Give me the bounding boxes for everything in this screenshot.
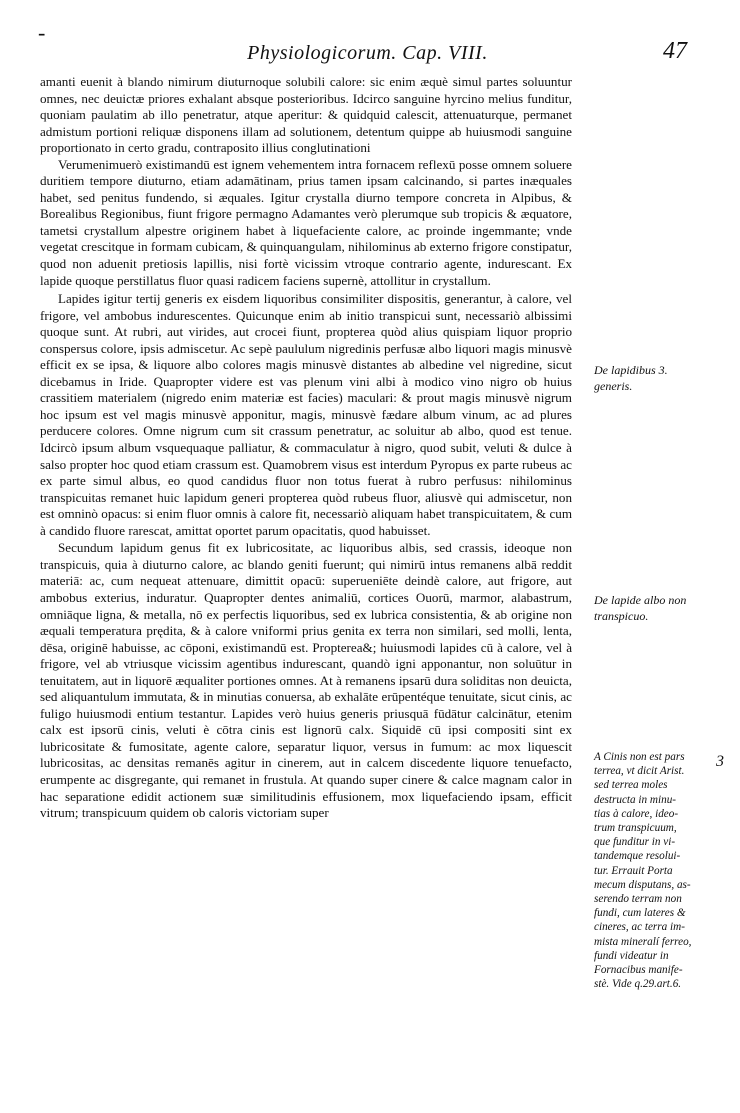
margin-note-line: destructa in minu- xyxy=(594,793,677,806)
margin-number: 3 xyxy=(716,753,724,770)
margin-note-line: serendo terram non xyxy=(594,893,682,906)
margin-note-line: A Cinis non est pars xyxy=(594,751,685,763)
paragraph-1: amanti euenit à blando nimirum diuturnoque solubili calore: sic enim æquè simul partes soluuntur omnes, nec deuictæ priores exhalant absque posterioribus. Idcirco sanguine hyrcino melius funditur, quoniam paulatim ab illo penetratur, atque aperitur: & quidquid calescit, attenuaturque, permanet admistum portioni reliquæ disponens illam ad solutionem, detentum quippe ab huiusmodi sanguine proportionato in certo gradu, contraposito illius conglutinationi xyxy=(40,74,572,156)
page-number: 47 xyxy=(663,38,687,64)
margin-note-line: fundi videatur in xyxy=(594,949,669,962)
margin-note-lapide-albo: De lapide albo non transpicuo. xyxy=(594,593,687,623)
paragraph-2: Verumenimuerò existimandū est ignem vehementem intra fornacem reflexū posse omnem soluere duritiem tempore diuturno, etiam adamātinam, prius tamen ipsam calcinando, si partes inæquales habet, sed penitus fundendo, si æquales. Igitur crystalla diurno tempore concreta in Alpibus, & Borealibus Regionibus, fiunt frigore permagno Adamantes verò plerumque sub tropicis & æquatore, tametsi crystallum alpestre originem habet à liquefaciente calore, ac proinde ingemmante; vnde vegetat crescitque in formam cubicam, & quinquangulam, nihilominus ab externo frigore constipatur, quod non aduenit pretiosis lapillis, nisi fortè vicissim vtroque contrario agente, indurescant. Ex lapide quoque perstillatus fluor quasi radicem faciens supernè, attollitur in crystallum. xyxy=(40,156,572,288)
margin-note-line: tur. Errauit Porta xyxy=(594,864,673,877)
margin-note-line: Fornacibus manife- xyxy=(594,964,683,977)
margin-note-line: cineres, ac terra im- xyxy=(594,921,685,934)
main-text-column xyxy=(40,74,572,822)
margin-note-line: terrea, vt dicit Arist. xyxy=(594,765,685,778)
margin-note-line: tandemque resolui- xyxy=(594,850,681,863)
margin-note-line: trum transpicuum, xyxy=(594,822,677,835)
paragraph-4: Secundum lapidum genus fit ex lubricositate, ac liquoribus albis, sed crassis, ideoque non transpicuis, quia à diuturno calore, ac blando geniti fuerunt; qui nimirū intus remanens albā reddit materiā: ac, cum nequeat attenuare, dimittit opacū: superueniēte deindè calore, aut frigore, aut ambobus exterius, induratur. Quapropter dentes animaliū, cortices Ouorū, marmor, alabastrum, omniāque ligna, & metalla, nō ex perfectis liquoribus, sed ex lubrica consistentia, & ab origine non æquali temperatura prędita, & à calore vniformi prius genita ex terra non similari, sed molli, lenta, dēsa, originē habuisse, ac cōponi, existimandū est. Propterea&; huiusmodi lapides cū à calore, vel à frigore, vel ab vtriusque vicissim agentibus indurescant, quandò igni apponantur, non soluūtur in tenuitatem, aut in liquorē æqualiter portiones omnes. At à remanens ipsarū dura soliditas non deuicta, sed aliquantulum immutata, & in minutias conuersa, ab exhalāte erūpentéque tenuitate, sicut cinis, ac fuligo huiusmodi entium testantur. Lapides verò huius generis priusquā fūdātur calcinātur, etenim calx est ipsorū cinis, veluti è cōtra cinis est lignorū calx. Siquidē cū ipsi compositi sint ex lubricositate & fumositate, agente calore, separatur liquor, versus in fumum: ac mox liquescit lubricositas, ac densitas remanēs agitur in cinerem, aut in calcem discedente liquore tenuefacto, erumpente ac disgregante, qui remanet in frustula. At quando super cinere & calce magnam calor in hac separatione edidit actionem suæ similitudinis effusionem, mox liquefaciendo ipsam, efficit vitrum; transpicuum quidem ob caloris victoriam super xyxy=(40,540,572,821)
paragraph-3: Lapides igitur tertij generis ex eisdem liquoribus consimiliter dispositis, generantur, à calore, vel frigore, vel ambobus indurescentes. Quicunque enim ab initio transpicui sunt, necessariò albissimi quoque sunt. At rubri, aut virides, aut crocei fiunt, propterea quòd alius quispiam liquor proprio conspersus colore, ipsis admiscetur. Ac sepè paululum nigredinis perfusæ albo liquori magis minusvè efficit ex se ipsa, & liquore albo colores magis minusvè distantes ab albedine vel nigredine, sicut dicebamus in Iride. Quapropter videre est vas plenum vini albi à modico vino nigro ob huius crassitiem materialem (nigredo enim materiæ est facies) maculari: & prout magis minusvè nigrum hoc ipsum est vel magis minusvè apponitur, magis, minusvè fædare album vinum, ac ad plures perducere colores. Omne nigrum cum sit crassum penetratur, ac soluitur ab albo, quod est tenue. Idcircò ipsum album vsquequaque palliatur, & commaculatur à nigro, quod subit, veluti & dulce à salso propter hoc quod etiam crassum est. Quamobrem visus est interdum Pyropus ex parte rubeus ac ex parte simul albus, eo quod candidus fluor non totus fuerat à rubro perfusus: nihilominus transpicuitas remanet huic lapidum generi propterea quòd rubeus fluor, aliusvè qui admiscetur, non est omninò opacus: si enim fluor omnis à calore fit, necessariò aliquam habet transpicuitatem, & cum à candido fluore rarescat, amittat oportet parum opacitatis, quod habuisset. xyxy=(40,291,572,538)
margin-note-line: fundi, cum lateres & xyxy=(594,907,686,920)
corner-mark: - xyxy=(38,20,46,45)
margin-note-line: mecum disputans, as- xyxy=(594,878,691,891)
margin-note-line: que funditur in vi- xyxy=(594,836,676,849)
margin-note-lapidibus-tertii-generis: De lapidibus 3. generis. xyxy=(594,363,668,393)
margin-note-line: tias à calore, ideo- xyxy=(594,807,679,820)
margin-note-line: mista mineralí ferreo, xyxy=(594,935,692,948)
page-header xyxy=(40,40,695,70)
running-title: Physiologicorum. Cap. VIII. xyxy=(247,42,488,64)
margin-note-line: stè. Vide q.29.art.6. xyxy=(594,978,682,991)
margin-note-line: sed terrea moles xyxy=(594,779,668,792)
margin-note-cinis xyxy=(594,750,716,991)
